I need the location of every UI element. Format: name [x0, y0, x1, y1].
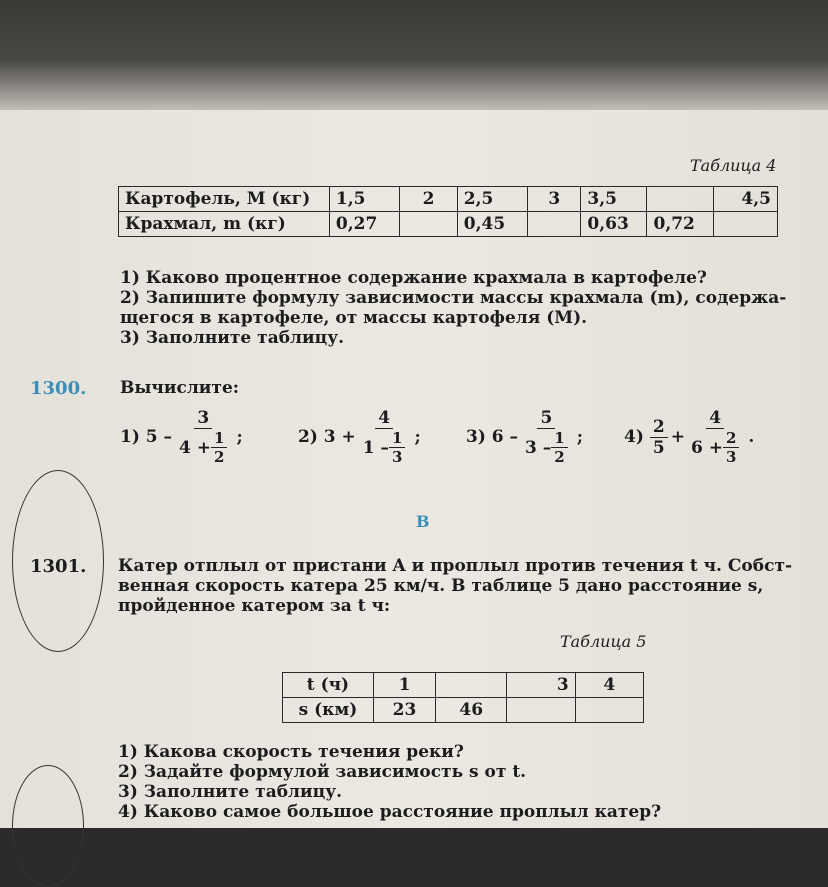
table-cell: 0,63: [581, 212, 647, 237]
table-cell: 0,72: [647, 212, 713, 237]
table-cell: [436, 673, 507, 698]
question-1: 1) Каково процентное содержание крахмала в картофеле?: [120, 268, 707, 288]
table-cell: 3: [507, 673, 575, 698]
task-number-1300: 1300.: [30, 378, 87, 399]
fraction: [522, 408, 571, 466]
table-row: [119, 187, 778, 212]
expression-label: 3) 6 –: [466, 427, 519, 447]
denominator-int: 6 +: [690, 437, 723, 458]
separator: .: [748, 427, 755, 447]
table-cell: 1: [373, 673, 435, 698]
task-number-1301: 1301.: [30, 556, 87, 577]
expression-label: 2) 3 +: [298, 427, 356, 447]
fraction: [650, 417, 668, 458]
nested-fraction: [723, 429, 739, 466]
question-2: 2) Задайте формулой зависимость s от t.: [118, 762, 527, 782]
table4-caption: Таблица 4: [690, 156, 777, 175]
table-cell: Картофель, M (кг): [119, 187, 330, 212]
separator: ;: [576, 427, 584, 447]
fraction: [176, 408, 230, 466]
nested-fraction: [389, 429, 405, 466]
fraction: [688, 408, 742, 466]
table-cell: t (ч): [283, 673, 374, 698]
table-cell: 3,5: [581, 187, 647, 212]
denominator-int: 3 –: [525, 437, 552, 458]
numerator: 2: [723, 429, 739, 448]
denominator: 2: [214, 448, 225, 466]
table-row: [283, 673, 644, 698]
table-cell: 2: [400, 187, 458, 212]
expression-1: [120, 408, 243, 466]
section-letter: B: [416, 512, 430, 531]
denominator-int: 1 –: [362, 437, 390, 458]
table5: [282, 672, 644, 723]
numerator: 5: [537, 408, 555, 429]
task-text-line: пройденное катером за t ч:: [118, 596, 391, 616]
table-cell: [647, 187, 713, 212]
task-text-line: венная скорость катера 25 км/ч. В таблице 5 дано расстояние s,: [118, 576, 764, 596]
plus-sign: +: [670, 427, 685, 447]
table-row: [283, 698, 644, 723]
table-cell: [507, 698, 575, 723]
denominator: 2: [554, 448, 565, 466]
question-2: 2) Запишите формулу зависимости массы крахмала (m), содержа-: [120, 288, 787, 308]
numerator: 3: [194, 408, 212, 429]
question-3: 3) Заполните таблицу.: [120, 328, 344, 348]
question-1: 1) Какова скорость течения реки?: [118, 742, 464, 762]
separator: ;: [236, 427, 243, 447]
question-4: 4) Каково самое большое расстояние проплыл катер?: [118, 802, 662, 822]
numerator: 1: [551, 429, 567, 448]
table-row: [119, 212, 778, 237]
expression-label: 1) 5 –: [120, 427, 173, 447]
table-cell: 3: [528, 187, 581, 212]
table-cell: 1,5: [329, 187, 399, 212]
numerator: 2: [650, 417, 668, 438]
task-title: Вычислите:: [120, 378, 240, 398]
table-cell: 46: [436, 698, 507, 723]
numerator: 4: [706, 408, 724, 429]
fraction: [360, 408, 409, 466]
numerator: 1: [211, 429, 227, 448]
nested-fraction: [551, 429, 567, 466]
table-cell: 23: [373, 698, 435, 723]
nested-fraction: [211, 429, 227, 466]
numerator: 1: [389, 429, 405, 448]
table-cell: 2,5: [457, 187, 527, 212]
table-cell: 0,27: [329, 212, 399, 237]
table5-caption: Таблица 5: [560, 632, 647, 651]
pencil-circle-mark: [12, 765, 84, 887]
table-cell: 0,45: [457, 212, 527, 237]
table-cell: s (км): [283, 698, 374, 723]
denominator-int: 4 +: [179, 437, 212, 458]
table4: [118, 186, 778, 237]
expression-4: [624, 408, 754, 466]
question-2-cont: щегося в картофеле, от массы картофеля (M).: [120, 308, 588, 328]
expression-2: [298, 408, 421, 466]
numerator: 4: [375, 408, 393, 429]
separator: ;: [414, 427, 421, 447]
expression-label: 4): [624, 427, 644, 447]
table-cell: [713, 212, 777, 237]
question-3: 3) Заполните таблицу.: [118, 782, 342, 802]
denominator: 3: [392, 448, 403, 466]
task-text-line: Катер отплыл от пристани A и проплыл против течения t ч. Собст-: [118, 556, 793, 576]
table-cell: [575, 698, 643, 723]
denominator: 3: [725, 448, 737, 466]
table-cell: [400, 212, 458, 237]
denominator: 5: [652, 437, 665, 458]
expression-3: [466, 408, 583, 466]
table-cell: 4: [575, 673, 643, 698]
table-cell: Крахмал, m (кг): [119, 212, 330, 237]
table-cell: [528, 212, 581, 237]
table-cell: 4,5: [713, 187, 777, 212]
